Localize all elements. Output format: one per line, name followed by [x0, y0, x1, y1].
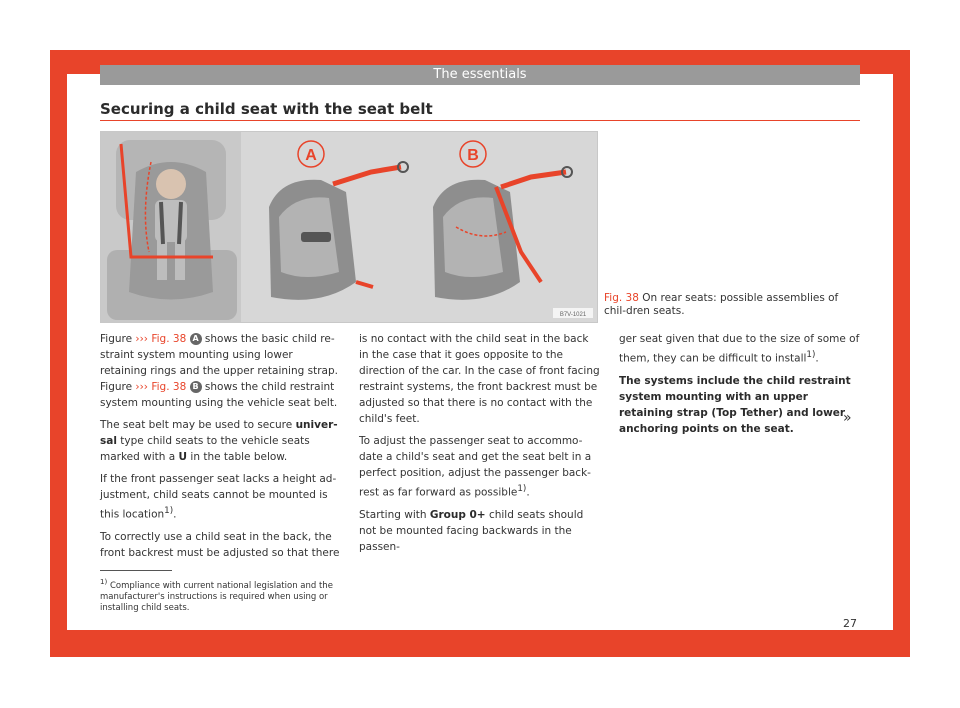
text: Figure	[100, 333, 136, 345]
text: in the table below.	[187, 451, 288, 463]
figure-link[interactable]	[135, 381, 186, 393]
callout-b: B	[190, 381, 202, 393]
page-number: 27	[843, 617, 857, 630]
text: .	[173, 508, 177, 521]
column-1	[100, 331, 342, 567]
text: ger seat given that due to the size of some of them, they can be difficult to install	[619, 333, 860, 365]
paragraph	[100, 471, 342, 523]
bold-text: The systems include the child restraint system mounting with an upper retaining strap (Top Tether) and lower anchoring points on the seat.	[619, 374, 851, 435]
text: Starting with	[359, 508, 430, 521]
text: child seats should not be mounted facing backwards in the passen-	[359, 508, 584, 553]
paragraph	[619, 373, 861, 437]
paragraph	[359, 507, 601, 555]
bold-text: U	[178, 451, 188, 463]
text: shows the basic child re-straint system mounting using lower retaining rings and the upper retaining strap. Figure	[100, 333, 338, 393]
label-b: B	[467, 147, 479, 164]
paragraph	[619, 331, 861, 367]
text: .	[526, 486, 530, 499]
harness-left	[161, 202, 163, 244]
continue-mark: »	[843, 410, 852, 426]
link-arrow: ›››	[135, 333, 149, 345]
figure-38	[100, 131, 598, 323]
link-text: Fig. 38	[148, 381, 187, 393]
link-text: Fig. 38	[148, 333, 187, 345]
paragraph: To correctly use a child seat in the back, the front backrest must be adjusted so that there	[100, 530, 340, 559]
chapter-header: The essentials	[100, 65, 860, 85]
harness-right	[179, 202, 181, 244]
text: .	[815, 352, 819, 365]
footnote-ref: 1)	[806, 350, 816, 360]
text: If the front passenger seat lacks a height ad-justment, child seats cannot be mounted is this location	[100, 473, 337, 521]
child-seat-b-padding	[443, 197, 503, 277]
label-a: A	[305, 147, 317, 164]
bold-text: univer-sal	[100, 419, 338, 447]
text: To adjust the passenger seat to accommo-date a child's seat and get the seat belt in a perfect position, adjust the passenger back-rest as far forward as possible	[359, 435, 592, 499]
link-arrow: ›››	[135, 381, 149, 393]
footnote	[100, 576, 340, 614]
text: The seat belt may be used to secure	[100, 419, 296, 431]
paragraph	[100, 417, 342, 465]
child-leg-left	[157, 240, 167, 280]
figure-link[interactable]	[135, 333, 186, 345]
paragraph	[359, 433, 601, 501]
section-title: Securing a child seat with the seat belt	[100, 100, 433, 118]
figure-caption	[604, 292, 854, 318]
figure-illustration	[101, 132, 597, 322]
footnote-rule	[100, 570, 172, 571]
footnote-ref: 1)	[164, 506, 174, 516]
title-rule	[100, 120, 860, 121]
column-3	[619, 331, 861, 443]
footnote-marker: 1)	[100, 577, 108, 586]
paragraph: is no contact with the child seat in the back in the case that it goes opposite to the direction of the car. In the case of front facing restraint systems, the front backrest must be adjusted so that there is no contact with the child's feet.	[359, 333, 600, 425]
caption-text: On rear seats: possible assemblies of chil-dren seats.	[604, 292, 839, 317]
text: type child seats to the vehicle seats marked with a	[100, 435, 310, 463]
paragraph	[100, 331, 342, 411]
belt-shoulder-strap	[501, 172, 566, 187]
footnote-text: Compliance with current national legislation and the manufacturer's instructions is required when using or installing child seats.	[100, 580, 333, 613]
text: shows the child restraint system mounting using the vehicle seat belt.	[100, 381, 338, 409]
footnote-ref: 1)	[517, 484, 527, 494]
child-head	[156, 169, 186, 199]
caption-figure-ref: Fig. 38	[604, 292, 639, 304]
column-2	[359, 331, 601, 561]
figure-code: B7V-1021	[559, 312, 587, 318]
bold-text: Group 0+	[429, 508, 486, 521]
callout-a: A	[190, 333, 202, 345]
child-leg-right	[175, 240, 185, 280]
child-seat-a-buckle	[301, 232, 331, 242]
